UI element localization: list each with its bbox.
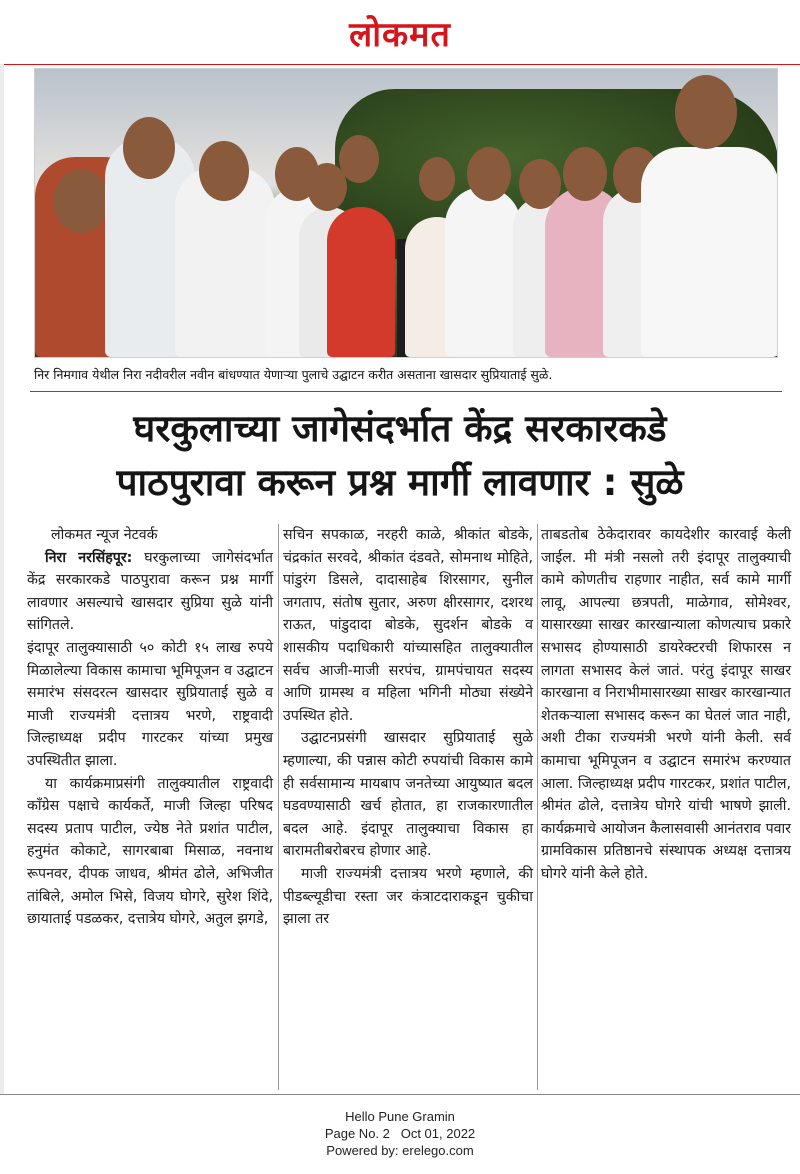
- dateline: निरा नरसिंहपूर:: [45, 549, 133, 566]
- photo-person-head: [419, 157, 455, 201]
- article-text: घरकुलाच्या जागेसंदर्भात केंद्र सरकारकडे पाठपुरावा करून प्रश्न मार्गी लावणार असल्याचे खासदार सुप्रिया सुळे यांनी सांगितले.: [27, 549, 273, 634]
- caption-rule: [30, 391, 782, 392]
- photo-person-head: [675, 75, 737, 149]
- photo-person-head: [563, 147, 607, 201]
- photo-person-head: [199, 141, 249, 201]
- article-column-3: [541, 524, 791, 886]
- edition-name: Hello Pune Gramin: [345, 1109, 455, 1124]
- powered-by: Powered by: erelego.com: [326, 1143, 474, 1158]
- footer-rule: [0, 1094, 800, 1095]
- article-paragraph: [27, 547, 273, 637]
- headline-line-1: घरकुलाच्या जागेसंदर्भात केंद्र सरकारकडे: [133, 407, 667, 450]
- column-divider: [537, 524, 538, 1090]
- photo-caption: निर निमगाव येथील निरा नदीवरील नवीन बांधण्यात येणाऱ्या पुलाचे उद्घाटन करीत असताना खासदार सुप्रियाताई सुळे.: [34, 367, 553, 382]
- page-number: Page No. 2: [324, 1126, 390, 1141]
- masthead: [0, 10, 800, 60]
- photo-person-head: [339, 135, 379, 183]
- article-paragraph: ताबडतोब ठेकेदारावर कायदेशीर कारवाई केली जाईल. मी मंत्री नसलो तरी इंदापूर तालुक्याची कामे कोणतीच राहणार नाहीत, सर्व कामे मार्गी लावू, आपल्या छत्रपती, माळेगाव, सोमेश्वर, यासारख्या साखर कारखान्याला कोणत्याच प्रकारे सभासद होण्यासाठी डायरेक्टरची शिफारस न लागता सभासद केलं जातं. परंतु इंदापूर साखर कारखाना व निराभीमासारख्या साखर कारखान्यात शेतकऱ्याला सभासद करून का घेतलं जात नाही, अशी टीका राज्यमंत्री भरणे यांनी केली. सर्व कामाचा भूमिपूजन व उद्घाटन समारंभ करण्यात आला. जिल्हाध्यक्ष प्रदीप गारटकर, प्रशांत पाटील, श्रीमंत ढोले, दत्तात्रेय घोगरे यांची भाषणे झाली. कार्यक्रमाचे आयोजन कैलासवासी आनंतराव पवार ग्रामविकास प्रतिष्ठानचे संस्थापक अध्यक्ष दत्तात्रय घोगरे यांनी केले होते.: [541, 527, 791, 882]
- photo-person: [641, 147, 778, 357]
- photo-person-head: [467, 147, 511, 201]
- headline-line-2: पाठपुरावा करून प्रश्न मार्गी लावणार : सुळे: [116, 461, 684, 504]
- page-edge: [0, 64, 4, 1094]
- masthead-rule: [0, 64, 800, 65]
- article-text: या कार्यक्रमाप्रसंगी तालुक्यातील राष्ट्रवादी काँग्रेस पक्षाचे कार्यकर्ते, माजी जिल्हा परिषद सदस्य प्रताप पाटील, ज्येष्ठ नेते प्रशांत पाटील, हनुमंत कोकाटे, सागरबाबा मिसाळ, नवनाथ रूपनवर, दीपक जाधव, श्रीमंत ढोले, अभिजीत तांबिले, अमोल भिसे, विजय घोगरे, सुरेश शिंदे, छायाताई पडळकर, दत्तात्रेय घोगरे, अतुल झगडे,: [27, 775, 273, 928]
- publish-date: Oct 01, 2022: [400, 1126, 476, 1141]
- article-text: उद्घाटनप्रसंगी खासदार सुप्रियाताई सुळे म्हणाल्या, की पन्नास कोटी रुपयांची विकास कामे ही सर्वसामान्य मायबाप जनतेच्या आयुष्यात बदल घडवण्यासाठी खर्च होतात, हा राजकारणातील बदल आहे. इंदापूर तालुक्याचा विकास हा बारामतीबरोबरच होणार आहे.: [283, 730, 533, 860]
- news-photo: [34, 68, 778, 358]
- byline: लोकमत न्यूज नेटवर्क: [51, 527, 158, 543]
- article-paragraph: [27, 773, 273, 931]
- article-paragraph: इंदापूर तालुक्यासाठी ५० कोटी १५ लाख रुपये मिळालेल्या विकास कामाचा भूमिपूजन व उद्घाटन समारंभ संसदरत्न खासदार सुप्रियाताई सुळे व माजी राज्यमंत्री दत्तात्रय भरणे, राष्ट्रवादी जिल्हाध्यक्ष प्रदीप गारटकर यांच्या प्रमुख उपस्थितीत झाला.: [27, 639, 273, 769]
- photo-person-head: [123, 117, 175, 179]
- photo-person: [327, 207, 395, 357]
- page-footer: [0, 1108, 800, 1159]
- article-column-2: [283, 524, 533, 931]
- lokmat-logo: लोकमत: [349, 15, 451, 55]
- photo-person-head: [53, 169, 109, 233]
- photo-person: [445, 187, 521, 357]
- column-divider: [278, 524, 279, 1090]
- article-paragraph: [283, 863, 533, 931]
- article-paragraph: सचिन सपकाळ, नरहरी काळे, श्रीकांत बोडके, चंद्रकांत सरवदे, श्रीकांत दंडवते, सोमनाथ मोहिते, पांडुरंग डिसले, दादासाहेब शिरसागर, सुनील जगताप, संतोष सुतार, अरुण क्षीरसागर, दशरथ राऊत, पांडुदादा बोडके, सुदर्शन बोडके व शासकीय पदाधिकारी यांच्यासहित तालुक्यातील सर्वच आजी-माजी सरपंच, ग्रामपंचायत सदस्य आणि ग्रामस्थ व महिला भगिनी मोठ्या संख्येने उपस्थित होते.: [283, 527, 533, 724]
- article-text: माजी राज्यमंत्री दत्तात्रय भरणे म्हणाले, की पीडब्ल्यूडीचा रस्ता जर कंत्राटदाराकडून चुकीचा झाला तर: [283, 865, 533, 928]
- article-column-1: [27, 524, 273, 931]
- article-paragraph: [283, 727, 533, 863]
- page-info: [0, 1125, 800, 1142]
